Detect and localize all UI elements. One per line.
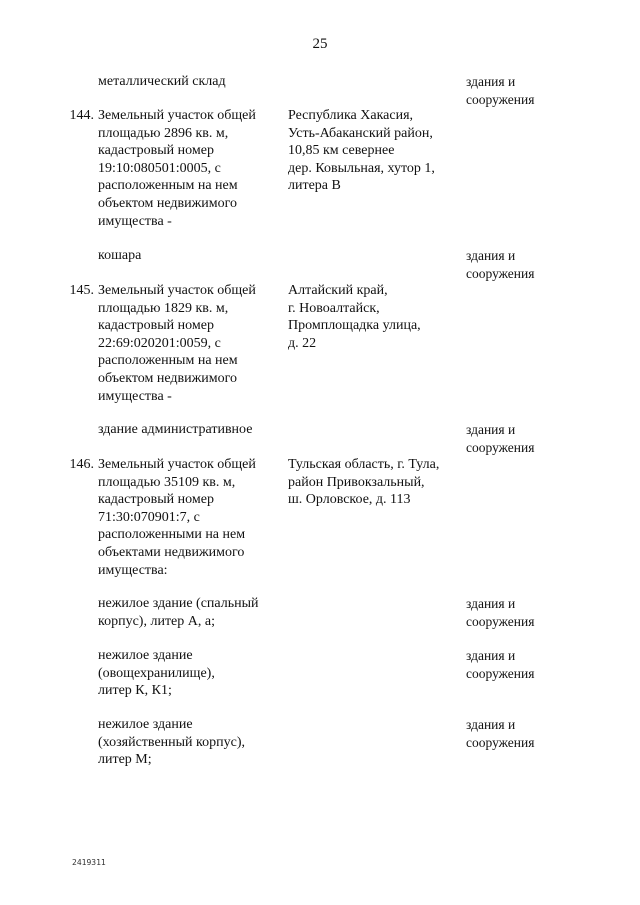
item-address: Республика Хакасия, Усть-Абаканский район, 10,85 км севернее дер. Ковыльная, хутор 1, литера В [288,108,435,194]
item-number: 144. [69,108,94,123]
item-category: здания и сооружения [466,648,535,681]
item-description: Земельный участок общей площадью 2896 кв. м, кадастровый номер 19:10:080501:0005, с расположенным на нем объектом недвижимого имущества - [98,108,256,229]
item-description: нежилое здание (овощехранилище), литер К, К1; [98,648,215,699]
item-category: здания и сооружения [466,596,535,629]
item-description: Земельный участок общей площадью 35109 кв. м, кадастровый номер 71:30:070901:7, с расположенными на нем объектами недвижимого имущества: [98,457,256,578]
document-code: 2419311 [72,858,106,867]
item-category: здания и сооружения [466,717,535,750]
item-description: нежилое здание (хозяйственный корпус), литер М; [98,717,246,768]
item-number: 145. [69,283,94,298]
item-number: 146. [69,457,94,472]
page-number: 25 [312,36,328,52]
item-description: здание административное [98,422,253,437]
item-description: Земельный участок общей площадью 1829 кв. м, кадастровый номер 22:69:020201:0059, с расположенным на нем объектом недвижимого имущества - [98,283,256,404]
item-category: здания и сооружения [466,74,535,107]
item-description: кошара [98,248,142,263]
item-address: Тульская область, г. Тула, район Привокзальный, ш. Орловское, д. 113 [288,457,440,508]
item-category: здания и сооружения [466,422,535,455]
item-category: здания и сооружения [466,248,535,281]
item-description: металлический склад [98,74,226,89]
item-address: Алтайский край, г. Новоалтайск, Промплощадка улица, д. 22 [288,283,421,351]
item-description: нежилое здание (спальный корпус), литер А, а; [98,596,259,629]
